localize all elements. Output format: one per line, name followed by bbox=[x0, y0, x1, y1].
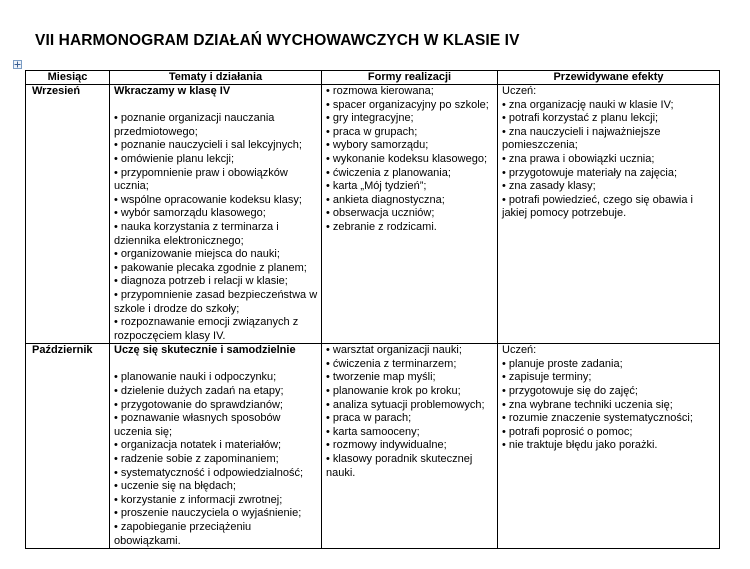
header-month: Miesiąc bbox=[26, 71, 110, 85]
topic-item: • rozpoznawanie emocji związanych z rozpoczęciem klasy IV. bbox=[114, 316, 299, 342]
effect-item: • zna zasady klasy; bbox=[502, 180, 596, 193]
spacer bbox=[114, 99, 319, 113]
form-item: • karta samooceny; bbox=[326, 425, 420, 438]
topic-item: • pakowanie plecaka zgodnie z planem; bbox=[114, 261, 307, 274]
effect-item: • planuje proste zadania; bbox=[502, 357, 623, 370]
table-row bbox=[26, 85, 720, 344]
schedule-table bbox=[25, 70, 720, 549]
form-item: • praca w grupach; bbox=[326, 125, 418, 138]
effect-item: • rozumie znaczenie systematyczności; bbox=[502, 412, 693, 425]
topic-item: • proszenie nauczyciela o wyjaśnienie; bbox=[114, 507, 302, 520]
topic-item: • przypomnienie zasad bezpieczeństwa w szkole i drodze do szkoły; bbox=[114, 288, 318, 315]
form-item: • ankieta diagnostyczna; bbox=[326, 193, 445, 206]
topic-item: • organizowanie miejsca do nauki; bbox=[114, 248, 280, 261]
topic-item: • diagnoza potrzeb i relacji w klasie; bbox=[114, 275, 288, 288]
month-cell: Październik bbox=[26, 344, 110, 549]
effects-cell bbox=[498, 85, 720, 344]
form-item: • spacer organizacyjny po szkole; bbox=[326, 98, 489, 111]
spacer bbox=[114, 358, 319, 372]
effects-intro: Uczeń: bbox=[502, 344, 537, 357]
topic-item: • wspólne opracowanie kodeksu klasy; bbox=[114, 193, 302, 206]
form-item: • obserwacja uczniów; bbox=[326, 207, 435, 220]
effect-item: • przygotowuje się do zajęć; bbox=[502, 385, 638, 398]
month-cell: Wrzesień bbox=[26, 85, 110, 344]
header-effects: Przewidywane efekty bbox=[498, 71, 720, 85]
page-title: VII HARMONOGRAM DZIAŁAŃ WYCHOWAWCZYCH W KLASIE IV bbox=[35, 32, 520, 49]
form-item: • wybory samorządu; bbox=[326, 139, 429, 152]
table-row bbox=[26, 344, 720, 549]
effect-item: • zna organizację nauki w klasie IV; bbox=[502, 98, 674, 111]
topic-item: • poznanie nauczycieli i sal lekcyjnych; bbox=[114, 139, 302, 152]
topic-item: • nauka korzystania z terminarza i dziennika elektronicznego; bbox=[114, 220, 279, 247]
topic-item: • wybór samorządu klasowego; bbox=[114, 207, 266, 220]
topic-item: • przygotowanie do sprawdzianów; bbox=[114, 398, 283, 411]
topic-title: Uczę się skutecznie i samodzielnie bbox=[114, 344, 296, 357]
form-item: • ćwiczenia z planowania; bbox=[326, 166, 451, 179]
forms-cell bbox=[322, 344, 498, 549]
forms-cell bbox=[322, 85, 498, 344]
topic-item: • korzystanie z informacji zwrotnej; bbox=[114, 493, 283, 506]
effect-item: • zapisuje terminy; bbox=[502, 371, 592, 384]
effect-item: • nie traktuje błędu jako porażki. bbox=[502, 439, 658, 452]
form-item: • warsztat organizacji nauki; bbox=[326, 344, 462, 357]
form-item: • klasowy poradnik skutecznej nauki. bbox=[326, 453, 473, 479]
form-item: • zebranie z rodzicami. bbox=[326, 220, 437, 233]
form-item: • analiza sytuacji problemowych; bbox=[326, 398, 485, 411]
effects-cell bbox=[498, 344, 720, 549]
header-forms: Formy realizacji bbox=[322, 71, 498, 85]
form-item: • praca w parach; bbox=[326, 412, 412, 425]
topic-item: • omówienie planu lekcji; bbox=[114, 152, 235, 165]
topic-title: Wkraczamy w klasę IV bbox=[114, 85, 231, 97]
topics-cell bbox=[110, 344, 322, 549]
effect-item: • potrafi korzystać z planu lekcji; bbox=[502, 112, 659, 125]
topic-item: • planowanie nauki i odpoczynku; bbox=[114, 371, 277, 384]
topic-item: • systematyczność i odpowiedzialność; bbox=[114, 466, 304, 479]
table-header-row bbox=[26, 71, 720, 85]
effect-item: • zna prawa i obowiązki ucznia; bbox=[502, 152, 655, 165]
topic-item: • uczenie się na błędach; bbox=[114, 480, 236, 493]
header-topics: Tematy i działania bbox=[110, 71, 322, 85]
effect-item: • potrafi powiedzieć, czego się obawia i jakiej pomocy potrzebuje. bbox=[502, 193, 693, 220]
topic-item: • zapobieganie przeciążeniu obowiązkami. bbox=[114, 521, 252, 547]
form-item: • ćwiczenia z terminarzem; bbox=[326, 357, 457, 370]
topic-item: • radzenie sobie z zapominaniem; bbox=[114, 453, 279, 466]
topic-item: • organizacja notatek i materiałów; bbox=[114, 439, 282, 452]
effect-item: • zna wybrane techniki uczenia się; bbox=[502, 398, 673, 411]
form-item: • rozmowa kierowana; bbox=[326, 85, 434, 97]
form-item: • tworzenie map myśli; bbox=[326, 371, 436, 384]
form-item: • wykonanie kodeksu klasowego; bbox=[326, 152, 487, 165]
effect-item: • przygotowuje materiały na zajęcia; bbox=[502, 166, 678, 179]
form-item: • karta „Mój tydzień”; bbox=[326, 180, 427, 193]
topics-cell bbox=[110, 85, 322, 344]
effect-item: • potrafi poprosić o pomoc; bbox=[502, 425, 633, 438]
topic-item: • poznanie organizacji nauczania przedmiotowego; bbox=[114, 112, 275, 138]
topic-item: • dzielenie dużych zadań na etapy; bbox=[114, 385, 284, 398]
effect-item: • zna nauczycieli i najważniejsze pomieszczenia; bbox=[502, 125, 661, 152]
effects-intro: Uczeń: bbox=[502, 85, 537, 97]
topic-item: • przypomnienie praw i obowiązków ucznia; bbox=[114, 166, 288, 193]
table-move-handle-icon[interactable] bbox=[13, 60, 22, 69]
form-item: • gry integracyjne; bbox=[326, 112, 414, 125]
form-item: • rozmowy indywidualne; bbox=[326, 439, 447, 452]
form-item: • planowanie krok po kroku; bbox=[326, 385, 461, 398]
topic-item: • poznawanie własnych sposobów uczenia się; bbox=[114, 412, 281, 438]
